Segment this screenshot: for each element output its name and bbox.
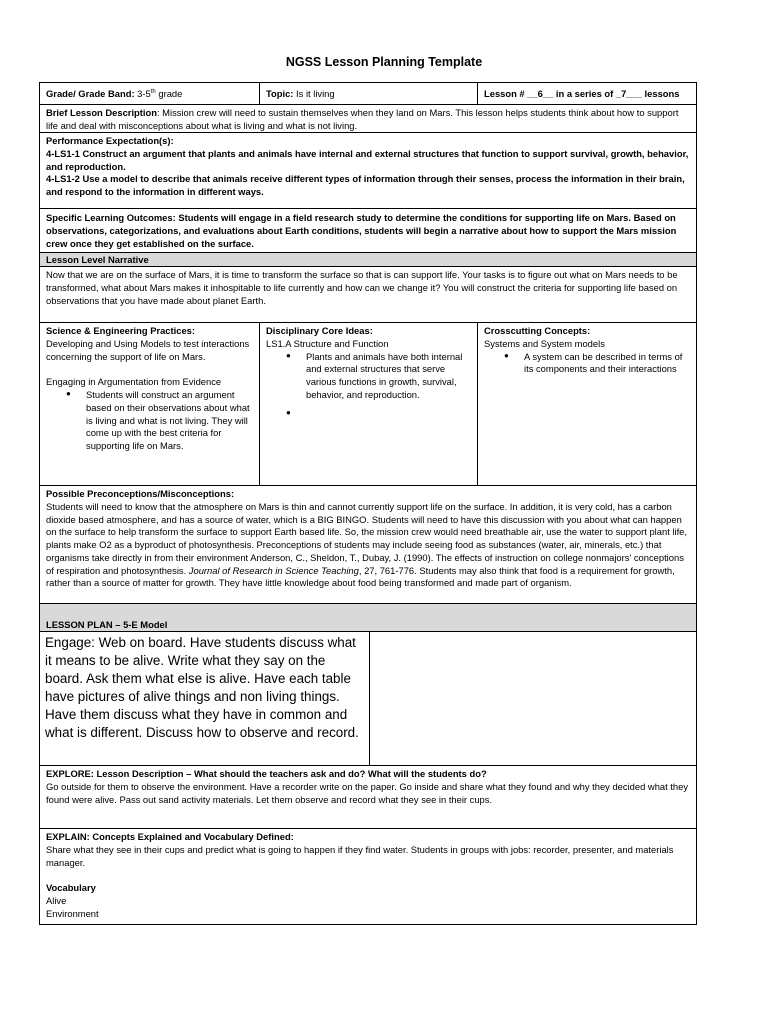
brief-description-cell <box>40 105 696 132</box>
document-title: NGSS Lesson Planning Template <box>285 55 483 69</box>
lesson-number-cell <box>478 84 696 104</box>
grade-superscript: th <box>150 89 156 95</box>
performance-expectations-cell <box>40 133 696 207</box>
preconceptions-text-part1: Students will need to know that the atmosphere on Mars is thin and cannot currently support life on the surface. In addition, it is very cold, has a carbon dioxide based atmosphere, and has a source of water, which is a BIG BINGO. Students will need to have this discussion with you about what can happen on the surface to help transform the surface to support Earth based life. So, the mission crew would need breathable air, use the water to support plant life, plants make O2 as a byproduct of photosynthesis. Preconceptions of students may include seeing food as substances (water, air, minerals, etc.) that organisms take directly in from their environment Anderson, C., Sheldon, T., Dubay, J. (1990). The effects of instruction on college nonmajors' conceptions of respiration and photosynthesis. <box>46 500 687 576</box>
lesson-plan-label: LESSON PLAN – 5-E Model <box>46 619 168 630</box>
learning-outcomes-text: Specific Learning Outcomes: Students will engage in a field research study to determine the conditions for supporting life on Mars. Based on observations, categorizations, and evaluations about Earth conditions, students will begin a narrative about how to support the Mars mission crew once they get established on the surface. <box>46 212 677 249</box>
brief-description-label: Brief Lesson Description <box>46 107 157 118</box>
preconceptions-text <box>46 501 690 590</box>
explore-text: Go outside for them to observe the environment. Have a recorder write on the paper. Go inside and share what they found and why they decided what they found were alive. Pass out sand activity materials. Let them observe and record what they see in their cups. <box>46 780 689 805</box>
lesson-series-text: in a series of <box>553 88 616 99</box>
pe-4-ls1-1: 4-LS1-1 Construct an argument that plants and animals have internal and external structures that function to support survival, growth, behavior, and reproduction. <box>46 147 689 172</box>
preconceptions-label: Possible Preconceptions/Misconceptions: <box>46 488 235 499</box>
core-idea-ls1a: LS1.A Structure and Function <box>266 337 389 349</box>
core-ideas-list <box>266 351 471 420</box>
grade-value: 3-5 <box>134 88 151 100</box>
explain-cell <box>40 829 696 924</box>
explain-text: Share what they see in their cups and predict what is going to happen if they find water. Students in groups with jobs: recorder, presenter, and materials manager. <box>46 843 674 868</box>
preconceptions-cell <box>40 486 696 603</box>
practices-label: Science & Engineering Practices: <box>46 325 196 336</box>
vocabulary-word: Environment <box>46 907 99 919</box>
topic-label: Topic: <box>266 88 294 99</box>
core-ideas-cell <box>260 323 477 484</box>
lesson-suffix: lessons <box>641 88 680 99</box>
narrative-text: Now that we are on the surface of Mars, it is time to transform the surface so that is can support life. Your tasks is to figure out what on Mars needs to be transformed, what about Mars makes it inhospitable to life currently and how can we change it? You will construct the criteria for supporting life based on observations that you have made about planet Earth. <box>46 269 678 306</box>
explain-label: EXPLAIN: Concepts Explained and Vocabulary Defined: <box>46 831 294 842</box>
explore-label: EXPLORE: Lesson Description – What should the teachers ask and do? What will the students do? <box>46 768 487 779</box>
core-ideas-label: Disciplinary Core Ideas: <box>266 325 373 336</box>
core-ideas-empty-bullet <box>266 408 471 420</box>
lesson-plan-heading <box>40 604 696 631</box>
grade-cell <box>40 84 259 104</box>
narrative-label: Lesson Level Narrative <box>46 254 149 265</box>
crosscutting-systems: Systems and System models <box>484 337 605 349</box>
narrative-cell <box>40 267 696 322</box>
grade-label: Grade/ Grade Band: <box>46 88 135 100</box>
crosscutting-cell <box>478 323 696 484</box>
lesson-number-label: Lesson # <box>484 88 528 99</box>
engage-text: Engage: Web on board. Have students discuss what it means to be alive. Write what they say on the board. Ask them what else is alive. Have each table have pictures of alive things and non living things. Have them discuss what they have in common and what is different. Discuss how to observe and record. <box>45 635 359 740</box>
engage-cell <box>40 632 369 764</box>
lesson-number-value: __6__ <box>527 88 554 99</box>
brief-description-text: : Mission crew will need to sustain themselves when they land on Mars. This lesson helps students think about how to support life and deal with misconceptions about what is living and what is not living. <box>46 107 679 131</box>
practices-bullet: ● Students will construct an argument based on their observations about what is living and what is not living. They will come up with the best criteria for supporting life on Mars. <box>46 389 253 453</box>
crosscutting-list <box>484 351 690 377</box>
crosscutting-label: Crosscutting Concepts: <box>484 325 591 336</box>
vocabulary-label: Vocabulary <box>46 882 96 894</box>
vocabulary-word: Alive <box>46 895 67 907</box>
practices-list <box>46 389 253 453</box>
preconceptions-text-part2: , 27, 761-776. Students may also think that food is a requirement for growth, rather than a source of matter for growth. They have little knowledge about food being transformed and made part of organism. <box>46 564 675 589</box>
practices-cell <box>40 323 259 484</box>
performance-expectations-label: Performance Expectation(s): <box>46 135 174 146</box>
lesson-total-value: _7___ <box>615 88 642 99</box>
topic-value: Is it living <box>293 88 335 99</box>
journal-title: Journal of Research in Science Teaching <box>188 564 359 576</box>
grade-value-suffix: grade <box>155 88 183 100</box>
practice-argumentation: Engaging in Argumentation from Evidence <box>46 376 222 388</box>
engage-empty-cell <box>370 632 696 764</box>
core-ideas-bullet: ● Plants and animals have both internal and external structures that serve various functions in growth, survival, behavior, and reproduction. <box>266 351 471 402</box>
learning-outcomes-cell <box>40 210 696 252</box>
pe-4-ls1-2: 4-LS1-2 Use a model to describe that animals receive different types of information through their senses, process the information in their brain, and respond to the information in different ways. <box>46 173 685 198</box>
crosscutting-bullet: ● A system can be described in terms of its components and their interactions <box>484 351 690 377</box>
topic-cell <box>260 84 477 104</box>
narrative-heading <box>40 253 696 266</box>
practice-models: Developing and Using Models to test interactions concerning the support of life on Mars. <box>46 337 250 362</box>
explore-cell <box>40 766 696 828</box>
